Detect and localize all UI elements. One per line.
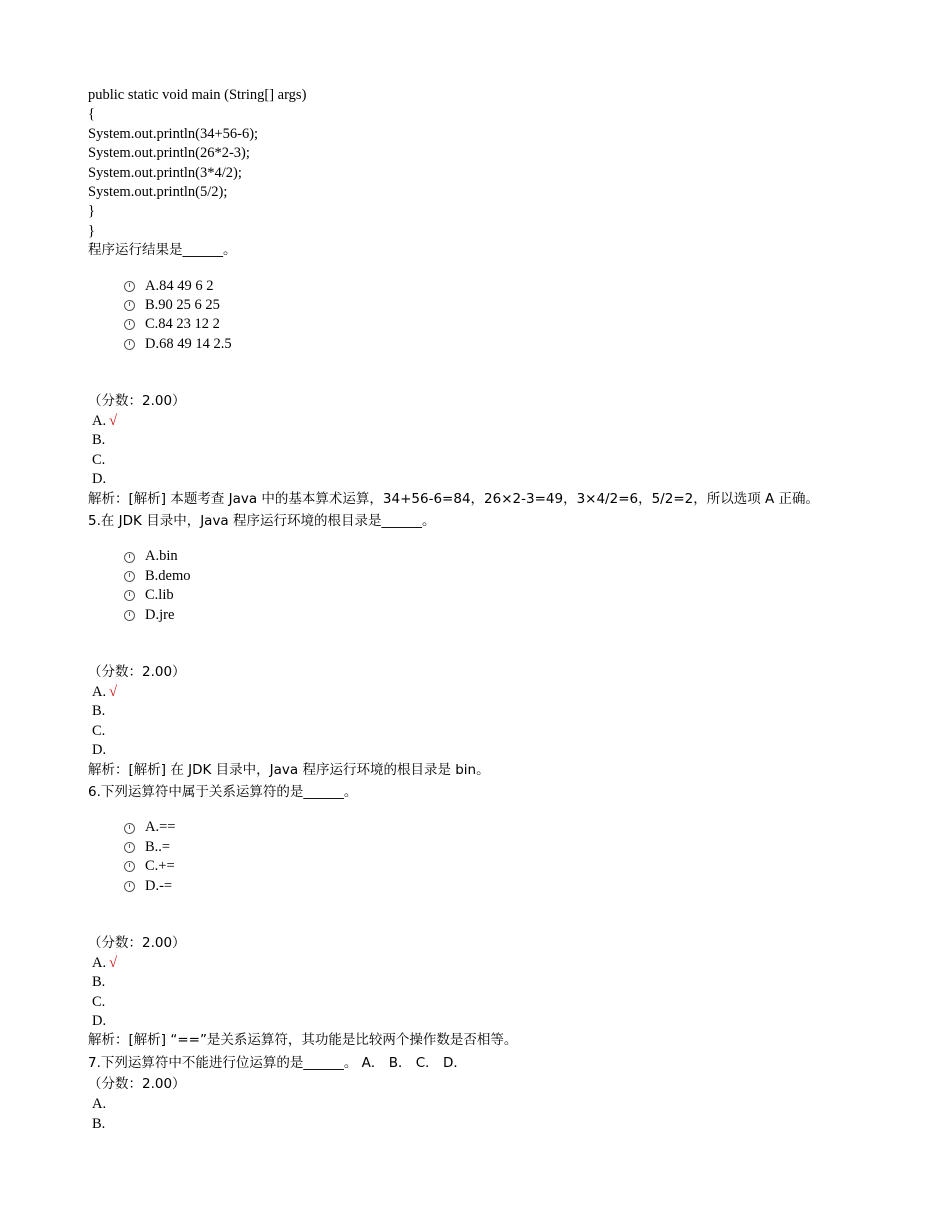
radio-icon[interactable] <box>124 300 135 311</box>
answer-row: D. <box>92 742 107 759</box>
radio-icon[interactable] <box>124 319 135 330</box>
code-line: System.out.println(26*2-3); <box>88 145 250 162</box>
answer-row: B. <box>92 432 106 449</box>
radio-icon[interactable] <box>124 881 135 892</box>
correct-check-icon: √ <box>109 683 118 700</box>
answer-list <box>88 683 928 761</box>
option-a[interactable] <box>124 277 928 296</box>
score-label: （分数：2.00） <box>88 393 186 410</box>
radio-icon[interactable] <box>124 590 135 601</box>
question-prompt: 5.在 JDK 目录中，Java 程序运行环境的根目录是______。 <box>88 513 436 530</box>
option-a[interactable] <box>124 547 928 566</box>
answer-list <box>88 412 928 490</box>
option-list <box>88 277 928 355</box>
correct-check-icon: √ <box>109 413 118 430</box>
code-line: System.out.println(5/2); <box>88 183 228 200</box>
option-list <box>88 547 928 625</box>
option-c[interactable] <box>124 857 928 876</box>
option-c[interactable] <box>124 586 928 605</box>
answer-list <box>88 954 928 1032</box>
code-line: } <box>88 203 95 220</box>
radio-icon[interactable] <box>124 552 135 563</box>
option-b[interactable] <box>124 838 928 857</box>
radio-icon[interactable] <box>124 339 135 350</box>
question-prompt: 7.下列运算符中不能进行位运算的是______。 A． B． C． D． <box>88 1054 467 1071</box>
option-label: D.-= <box>145 877 173 894</box>
radio-icon[interactable] <box>124 571 135 582</box>
radio-icon[interactable] <box>124 861 135 872</box>
code-line: System.out.println(34+56-6); <box>88 125 259 142</box>
code-block <box>88 86 928 241</box>
option-c[interactable] <box>124 315 928 334</box>
option-d[interactable] <box>124 877 928 896</box>
option-a[interactable] <box>124 818 928 837</box>
radio-icon[interactable] <box>124 842 135 853</box>
option-b[interactable] <box>124 296 928 315</box>
answer-row: B. <box>92 703 106 720</box>
radio-icon[interactable] <box>124 281 135 292</box>
option-d[interactable] <box>124 606 928 625</box>
option-d[interactable] <box>124 335 928 354</box>
option-label: B..= <box>145 838 171 855</box>
answer-row: C. <box>92 451 106 468</box>
option-label: C.+= <box>145 858 175 875</box>
code-line: { <box>88 106 95 123</box>
answer-letter: A. <box>92 954 107 971</box>
answer-row: D. <box>92 1013 107 1030</box>
answer-letter: A. <box>92 413 107 430</box>
analysis-text: 解析：[解析] 本题考查 Java 中的基本算术运算，34+56-6=84，26×2-3=49，3×4/2=6，5/2=2，所以选项 A 正确。 <box>88 490 820 507</box>
answer-letter: A. <box>92 683 107 700</box>
score-label: （分数：2.00） <box>88 934 186 951</box>
option-label: B.demo <box>145 567 191 584</box>
option-label: B.90 25 6 25 <box>145 296 220 313</box>
answer-row: B. <box>92 1115 106 1132</box>
option-label: D.jre <box>145 606 175 623</box>
option-label: A.== <box>145 819 176 836</box>
option-list <box>88 818 928 896</box>
option-label: A.84 49 6 2 <box>145 277 214 294</box>
code-line: public static void main (String[] args) <box>88 87 307 103</box>
option-label: A.bin <box>145 548 178 565</box>
option-b[interactable] <box>124 567 928 586</box>
option-label: C.lib <box>145 587 174 604</box>
answer-row: D. <box>92 471 107 488</box>
answer-row: C. <box>92 993 106 1010</box>
answer-row: C. <box>92 722 106 739</box>
option-label: C.84 23 12 2 <box>145 316 220 333</box>
score-label: （分数：2.00） <box>88 1076 186 1093</box>
correct-check-icon: √ <box>109 954 118 971</box>
score-label: （分数：2.00） <box>88 663 186 680</box>
answer-row <box>92 954 928 973</box>
analysis-text: 解析：[解析] 在 JDK 目录中，Java 程序运行环境的根目录是 bin。 <box>88 761 490 778</box>
code-line: System.out.println(3*4/2); <box>88 164 242 181</box>
answer-row: B. <box>92 974 106 991</box>
radio-icon[interactable] <box>124 610 135 621</box>
code-line: } <box>88 222 95 239</box>
answer-row <box>92 683 928 702</box>
answer-row: A. <box>92 1096 107 1113</box>
answer-row <box>92 412 928 431</box>
answer-list <box>88 1095 928 1134</box>
document-page <box>88 86 928 1134</box>
question-prompt: 程序运行结果是______。 <box>88 242 237 259</box>
analysis-text: 解析：[解析] “==”是关系运算符，其功能是比较两个操作数是否相等。 <box>88 1032 518 1049</box>
radio-icon[interactable] <box>124 823 135 834</box>
question-prompt: 6.下列运算符中属于关系运算符的是______。 <box>88 783 358 800</box>
option-label: D.68 49 14 2.5 <box>145 335 232 352</box>
